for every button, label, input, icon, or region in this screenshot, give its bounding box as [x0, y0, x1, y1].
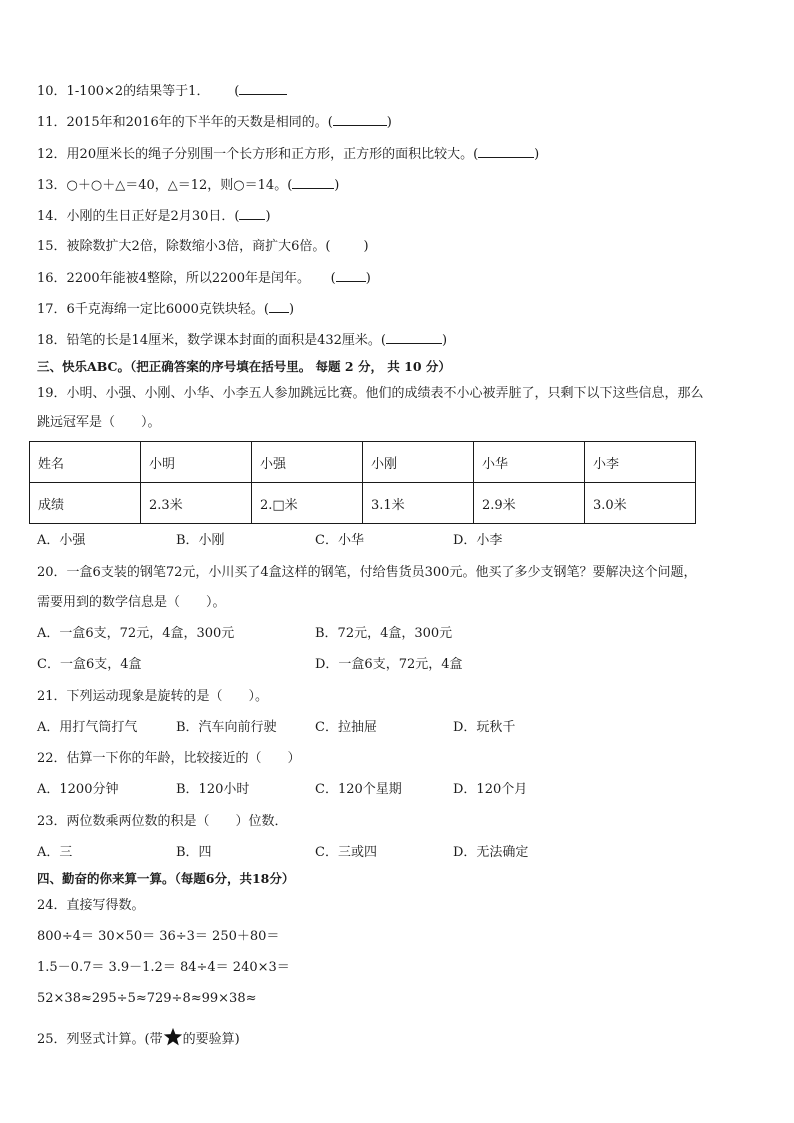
q19-option-b[interactable]: B．小刚: [176, 533, 225, 548]
q21-option-c[interactable]: C．拉抽屉: [315, 720, 377, 735]
q22-text: 22．估算一下你的年龄，比较接近的（ ）: [37, 751, 301, 766]
q22-option-d[interactable]: D．120个月: [453, 782, 528, 797]
close-paren: ): [386, 115, 392, 130]
judge-question-11: [37, 113, 392, 132]
q20-options-row2: [37, 656, 757, 674]
q25-text: [37, 1027, 240, 1049]
q19-text-line2: 跳远冠军是（ ）。: [37, 415, 161, 430]
star-icon: [163, 1027, 183, 1047]
q21-options: [37, 719, 757, 737]
judge-question-12: [37, 145, 539, 164]
q22-option-b[interactable]: B．120小时: [176, 782, 250, 797]
answer-blank[interactable]: [336, 269, 366, 282]
q23-options: [37, 844, 757, 862]
q21-option-b[interactable]: B．汽车向前行驶: [176, 720, 277, 735]
q25-suffix: 的要验算): [182, 1032, 240, 1047]
q21-option-d[interactable]: D．玩秋千: [453, 720, 516, 735]
q20-option-a[interactable]: A．一盒6支，72元，4盒，300元: [37, 626, 235, 641]
answer-blank[interactable]: [386, 331, 442, 344]
close-paren: ): [534, 147, 540, 162]
q20-option-c[interactable]: C．一盒6支，4盒: [37, 657, 142, 672]
question-text: 17．6千克海绵一定比6000克铁块轻。(: [37, 302, 269, 317]
question-text: 14．小刚的生日正好是2月30日．(: [37, 209, 240, 224]
question-text: 16．2200年能被4整除，所以2200年是闰年。: [37, 271, 310, 286]
q20-options-row1: [37, 625, 757, 643]
table-header-row: [30, 442, 696, 483]
q19-option-a[interactable]: A．小强: [37, 533, 86, 548]
q20-text-line1: 20．一盒6支装的钢笔72元，小川买了4盒这样的钢笔，付给售货员300元。他买了多少支钢笔？要解决这个问题，: [37, 565, 697, 580]
close-paren: ): [334, 178, 340, 193]
table-cell: 小李: [585, 442, 696, 483]
q22-option-c[interactable]: C．120个星期: [315, 782, 402, 797]
question-text: 11．2015年和2016年的下半年的天数是相同的。(: [37, 115, 333, 130]
answer-blank[interactable]: [269, 300, 289, 313]
question-text: 12．用20厘米长的绳子分别围一个长方形和正方形，正方形的面积比较大。(: [37, 147, 479, 162]
q25-prefix: 25．列竖式计算。(带: [37, 1032, 163, 1047]
calc-row-1: 800÷4＝ 30×50＝ 36÷3＝ 250＋80＝: [37, 929, 280, 944]
q19-option-d[interactable]: D．小李: [453, 533, 503, 548]
question-text: 15．被除数扩大2倍，除数缩小3倍，商扩大6倍。(: [37, 239, 331, 254]
table-cell: 2.9米: [474, 483, 585, 524]
answer-blank[interactable]: [478, 145, 534, 158]
close-paren: ): [288, 302, 295, 317]
q20-text-line2: 需要用到的数学信息是（ ）。: [37, 595, 226, 610]
q23-text: 23．两位数乘两位数的积是（ ）位数．: [37, 814, 288, 829]
section-3-heading: 三、快乐ABC。（把正确答案的序号填在括号里。 每题 2 分， 共 10 分）: [37, 359, 451, 374]
question-text: 18．铅笔的长是14厘米，数学课本封面的面积是432厘米。(: [37, 333, 386, 348]
answer-blank[interactable]: [333, 113, 387, 126]
q23-option-d[interactable]: D．无法确定: [453, 845, 529, 860]
table-cell: 3.1米: [363, 483, 474, 524]
table-cell: 小明: [141, 442, 252, 483]
spacer: [310, 271, 331, 286]
section-4-heading: 四、勤奋的你来算一算。（每题6分，共18分）: [37, 871, 295, 886]
judge-question-14: [37, 207, 271, 226]
table-cell: 2.3米: [141, 483, 252, 524]
judge-question-13: [37, 176, 339, 195]
table-cell: 小华: [474, 442, 585, 483]
judge-question-18: [37, 331, 447, 350]
q23-option-a[interactable]: A．三: [37, 845, 73, 860]
q20-option-b[interactable]: B．72元，4盒，300元: [315, 626, 453, 641]
table-cell: 小强: [252, 442, 363, 483]
answer-blank[interactable]: [239, 207, 265, 220]
question-text: 10．1-100×2的结果等于1．: [37, 84, 210, 99]
answer-blank[interactable]: [292, 176, 334, 189]
q22-option-a[interactable]: A．1200分钟: [37, 782, 119, 797]
judge-question-17: [37, 300, 294, 319]
judge-question-15: [37, 238, 369, 256]
calc-row-2: 1.5－0.7＝ 3.9－1.2＝ 84÷4＝ 240×3＝: [37, 960, 290, 975]
close-paren: ): [265, 209, 271, 224]
judge-question-10: [37, 82, 287, 101]
table-cell: 成绩: [30, 483, 141, 524]
q19-option-c[interactable]: C．小华: [315, 533, 364, 548]
q23-option-c[interactable]: C．三或四: [315, 845, 377, 860]
table-cell: 3.0米: [585, 483, 696, 524]
q21-option-a[interactable]: A．用打气筒打气: [37, 720, 138, 735]
open-paren: (: [330, 271, 336, 286]
close-paren: ): [441, 333, 448, 348]
calc-row-3: 52×38≈295÷5≈729÷8≈99×38≈: [37, 991, 257, 1006]
q22-options: [37, 781, 757, 799]
q19-options: [37, 532, 757, 550]
q24-text: 24．直接写得数。: [37, 898, 145, 913]
q20-option-d[interactable]: D．一盒6支，72元，4盒: [315, 657, 463, 672]
long-jump-score-table: [29, 441, 696, 524]
table-cell: 小刚: [363, 442, 474, 483]
q23-option-b[interactable]: B．四: [176, 845, 212, 860]
spacer: [209, 84, 234, 99]
table-cell: 2.□米: [252, 483, 363, 524]
close-paren: ): [365, 271, 371, 286]
close-paren[interactable]: ): [330, 239, 369, 254]
open-paren: (: [234, 84, 240, 99]
table-row: [30, 483, 696, 524]
table-cell: 姓名: [30, 442, 141, 483]
q19-text-line1: 19．小明、小强、小刚、小华、小李五人参加跳远比赛。他们的成绩表不小心被弄脏了，只剩下以下这些信息，那么: [37, 386, 704, 401]
answer-blank[interactable]: [239, 82, 287, 95]
judge-question-16: [37, 269, 371, 288]
question-text: 13．○＋○＋△＝40，△＝12，则○＝14。(: [37, 178, 293, 193]
q21-text: 21．下列运动现象是旋转的是（ ）。: [37, 689, 269, 704]
